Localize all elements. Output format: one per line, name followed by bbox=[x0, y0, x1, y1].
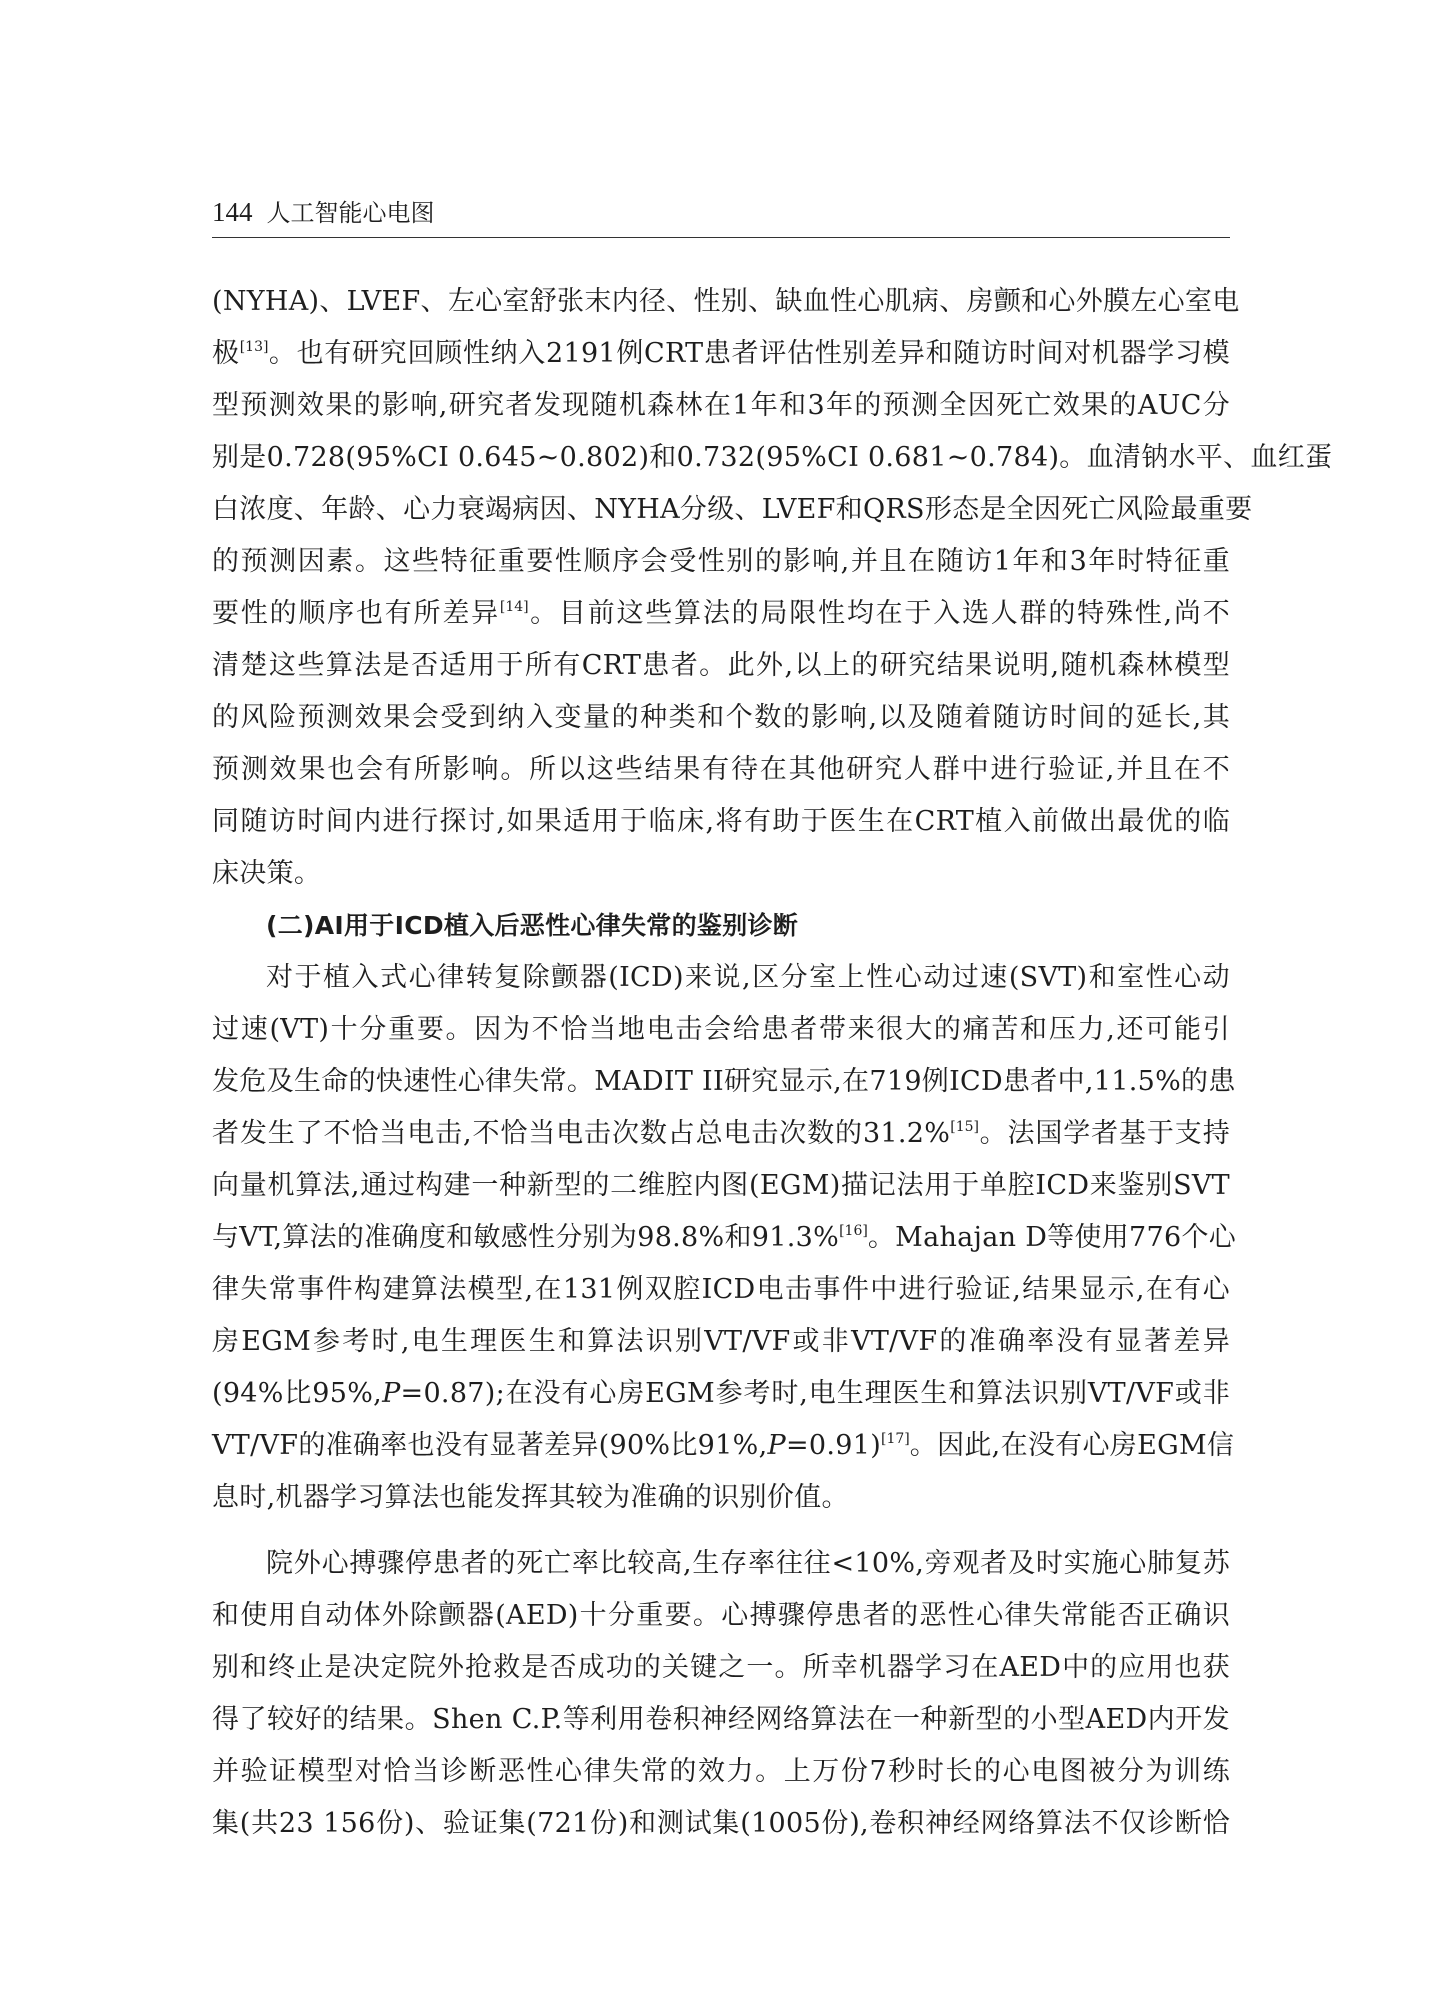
citation-ref: [15] bbox=[950, 1119, 979, 1135]
text-line: 与VT,算法的准确度和敏感性分别为98.8%和91.3%[16]。Mahajan D等使用776个心 bbox=[212, 1222, 1237, 1253]
text-line: 者发生了不恰当电击,不恰当电击次数占总电击次数的31.2%[15]。法国学者基于支持 bbox=[212, 1118, 1230, 1149]
text-line: 别和终止是决定院外抢救是否成功的关键之一。所幸机器学习在AED中的应用也获 bbox=[212, 1652, 1230, 1683]
text-line: 白浓度、年龄、心力衰竭病因、NYHA分级、LVEF和QRS形态是全因死亡风险最重要 bbox=[212, 494, 1253, 525]
text-line: (94%比95%,P=0.87);在没有心房EGM参考时,电生理医生和算法识别VT/VF或非 bbox=[212, 1378, 1231, 1409]
book-title: 人工智能心电图 bbox=[266, 199, 435, 227]
text-line: 别是0.728(95%CI 0.645~0.802)和0.732(95%CI 0.681~0.784)。血清钠水平、血红蛋 bbox=[212, 442, 1333, 473]
text-line: 同随访时间内进行探讨,如果适用于临床,将有助于医生在CRT植入前做出最优的临 bbox=[212, 806, 1230, 837]
text-line: 向量机算法,通过构建一种新型的二维腔内图(EGM)描记法用于单腔ICD来鉴别SVT bbox=[212, 1170, 1230, 1201]
text-line: 极[13]。也有研究回顾性纳入2191例CRT患者评估性别差异和随访时间对机器学习模 bbox=[212, 338, 1230, 369]
text-line: 过速(VT)十分重要。因为不恰当地电击会给患者带来很大的痛苦和压力,还可能引 bbox=[212, 1014, 1230, 1045]
text-line: 预测效果也会有所影响。所以这些结果有待在其他研究人群中进行验证,并且在不 bbox=[212, 754, 1230, 785]
header-rule bbox=[212, 237, 1230, 238]
section-heading: (二)AI用于ICD植入后恶性心律失常的鉴别诊断 bbox=[266, 911, 799, 940]
text-line: 对于植入式心律转复除颤器(ICD)来说,区分室上性心动过速(SVT)和室性心动 bbox=[266, 962, 1230, 993]
citation-ref: [17] bbox=[881, 1431, 910, 1447]
text-line: 床决策。 bbox=[212, 858, 322, 889]
citation-ref: [16] bbox=[839, 1223, 868, 1239]
text-line: 清楚这些算法是否适用于所有CRT患者。此外,以上的研究结果说明,随机森林模型 bbox=[212, 650, 1230, 681]
text-line: 得了较好的结果。Shen C.P.等利用卷积神经网络算法在一种新型的小型AED内开发 bbox=[212, 1704, 1230, 1735]
text-line: 的预测因素。这些特征重要性顺序会受性别的影响,并且在随访1年和3年时特征重 bbox=[212, 546, 1230, 577]
citation-ref: [13] bbox=[239, 339, 269, 355]
text-line: 型预测效果的影响,研究者发现随机森林在1年和3年的预测全因死亡效果的AUC分 bbox=[212, 390, 1230, 421]
text-line: 息时,机器学习算法也能发挥其较为准确的识别价值。 bbox=[212, 1482, 849, 1513]
text-line: (NYHA)、LVEF、左心室舒张末内径、性别、缺血性心肌病、房颤和心外膜左心室电 bbox=[212, 286, 1240, 317]
citation-ref: [14] bbox=[499, 599, 529, 615]
text-line: 发危及生命的快速性心律失常。MADIT II研究显示,在719例ICD患者中,11.5%的患 bbox=[212, 1066, 1236, 1097]
text-line: 和使用自动体外除颤器(AED)十分重要。心搏骤停患者的恶性心律失常能否正确识 bbox=[212, 1600, 1230, 1631]
text-line: 集(共23 156份)、验证集(721份)和测试集(1005份),卷积神经网络算法不仅诊断恰 bbox=[212, 1808, 1230, 1839]
text-line: VT/VF的准确率也没有显著差异(90%比91%,P=0.91)[17]。因此,在没有心房EGM信 bbox=[212, 1430, 1235, 1461]
text-line: 院外心搏骤停患者的死亡率比较高,生存率往往<10%,旁观者及时实施心肺复苏 bbox=[266, 1548, 1230, 1579]
text-line: 并验证模型对恰当诊断恶性心律失常的效力。上万份7秒时长的心电图被分为训练 bbox=[212, 1756, 1230, 1787]
running-header bbox=[212, 192, 1230, 232]
page-number: 144 bbox=[212, 197, 253, 227]
text-line: 要性的顺序也有所差异[14]。目前这些算法的局限性均在于入选人群的特殊性,尚不 bbox=[212, 598, 1230, 629]
text-line: 房EGM参考时,电生理医生和算法识别VT/VF或非VT/VF的准确率没有显著差异 bbox=[212, 1326, 1230, 1357]
text-line: 律失常事件构建算法模型,在131例双腔ICD电击事件中进行验证,结果显示,在有心 bbox=[212, 1274, 1230, 1305]
text-line: 的风险预测效果会受到纳入变量的种类和个数的影响,以及随着随访时间的延长,其 bbox=[212, 702, 1230, 733]
